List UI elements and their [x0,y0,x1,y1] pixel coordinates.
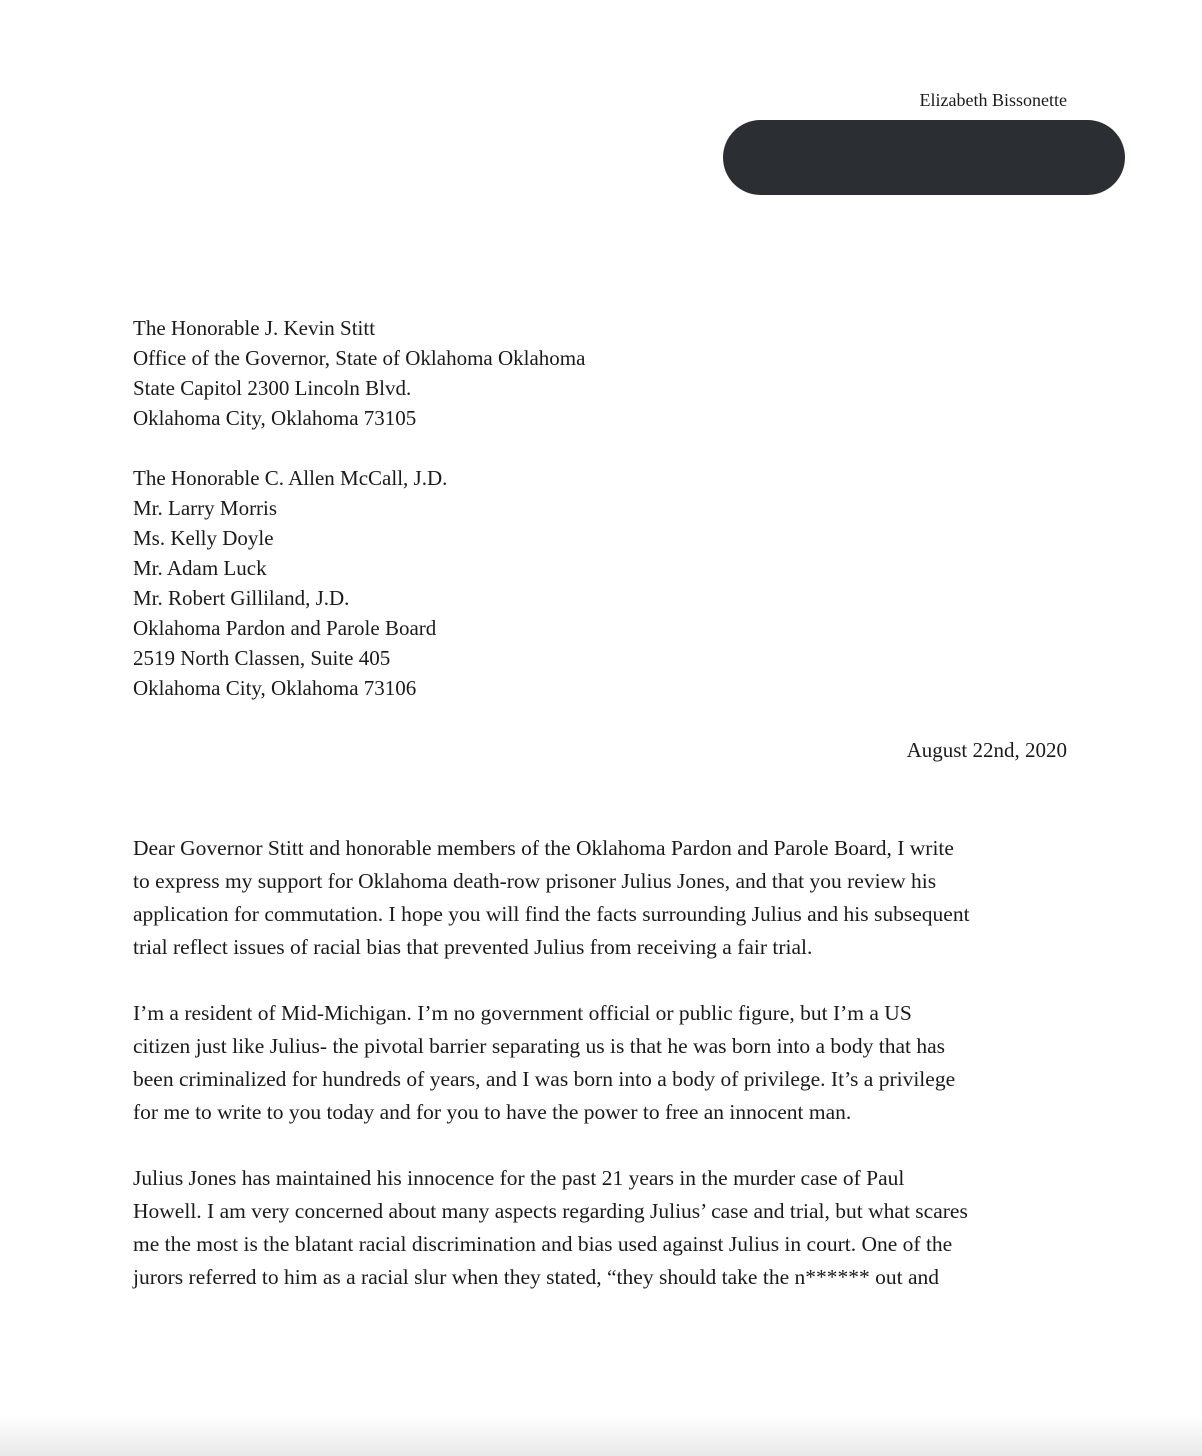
address-line: Office of the Governor, State of Oklahoma Oklahoma [133,346,586,370]
address-line: Oklahoma City, Oklahoma 73106 [133,676,417,700]
paragraph-line: to express my support for Oklahoma death-row prisoner Julius Jones, and that you review his [133,869,937,893]
page-bottom-shadow [0,1416,1202,1456]
paragraph-line: trial reflect issues of racial bias that prevented Julius from receiving a fair trial. [133,935,813,959]
address-line: Oklahoma City, Oklahoma 73105 [133,406,417,430]
address-line: The Honorable J. Kevin Stitt [133,316,376,340]
paragraph-line: Howell. I am very concerned about many aspects regarding Julius’ case and trial, but what scares [133,1199,968,1223]
sender-name: Elizabeth Bissonette [919,90,1067,110]
paragraph-line: been criminalized for hundreds of years, and I was born into a body of privilege. It’s a privilege [133,1067,956,1091]
letter-date: August 22nd, 2020 [906,738,1067,762]
body-paragraph-1 [133,832,1073,964]
body-paragraph-2 [133,997,1073,1129]
address-line: Mr. Larry Morris [133,496,278,520]
paragraph-line: Julius Jones has maintained his innocence for the past 21 years in the murder case of Paul [133,1166,905,1190]
governor-address-block [133,313,585,433]
parole-board-address-block [133,463,447,703]
address-line: Mr. Adam Luck [133,556,267,580]
paragraph-line: me the most is the blatant racial discrimination and bias used against Julius in court. One of the [133,1232,953,1256]
paragraph-line: Dear Governor Stitt and honorable members of the Oklahoma Pardon and Parole Board, I write [133,836,954,860]
address-line: 2519 North Classen, Suite 405 [133,646,391,670]
redacted-contact-info [723,120,1125,195]
paragraph-line: application for commutation. I hope you will find the facts surrounding Julius and his subsequent [133,902,970,926]
paragraph-line: citizen just like Julius- the pivotal barrier separating us is that he was born into a body that has [133,1034,946,1058]
paragraph-line: for me to write to you today and for you to have the power to free an innocent man. [133,1100,852,1124]
address-line: State Capitol 2300 Lincoln Blvd. [133,376,412,400]
address-line: The Honorable C. Allen McCall, J.D. [133,466,448,490]
paragraph-line: jurors referred to him as a racial slur when they stated, “they should take the n****** out and [133,1265,940,1289]
address-line: Mr. Robert Gilliland, J.D. [133,586,350,610]
body-paragraph-3 [133,1162,1073,1294]
paragraph-line: I’m a resident of Mid-Michigan. I’m no government official or public figure, but I’m a US [133,1001,912,1025]
address-line: Oklahoma Pardon and Parole Board [133,616,437,640]
address-line: Ms. Kelly Doyle [133,526,274,550]
